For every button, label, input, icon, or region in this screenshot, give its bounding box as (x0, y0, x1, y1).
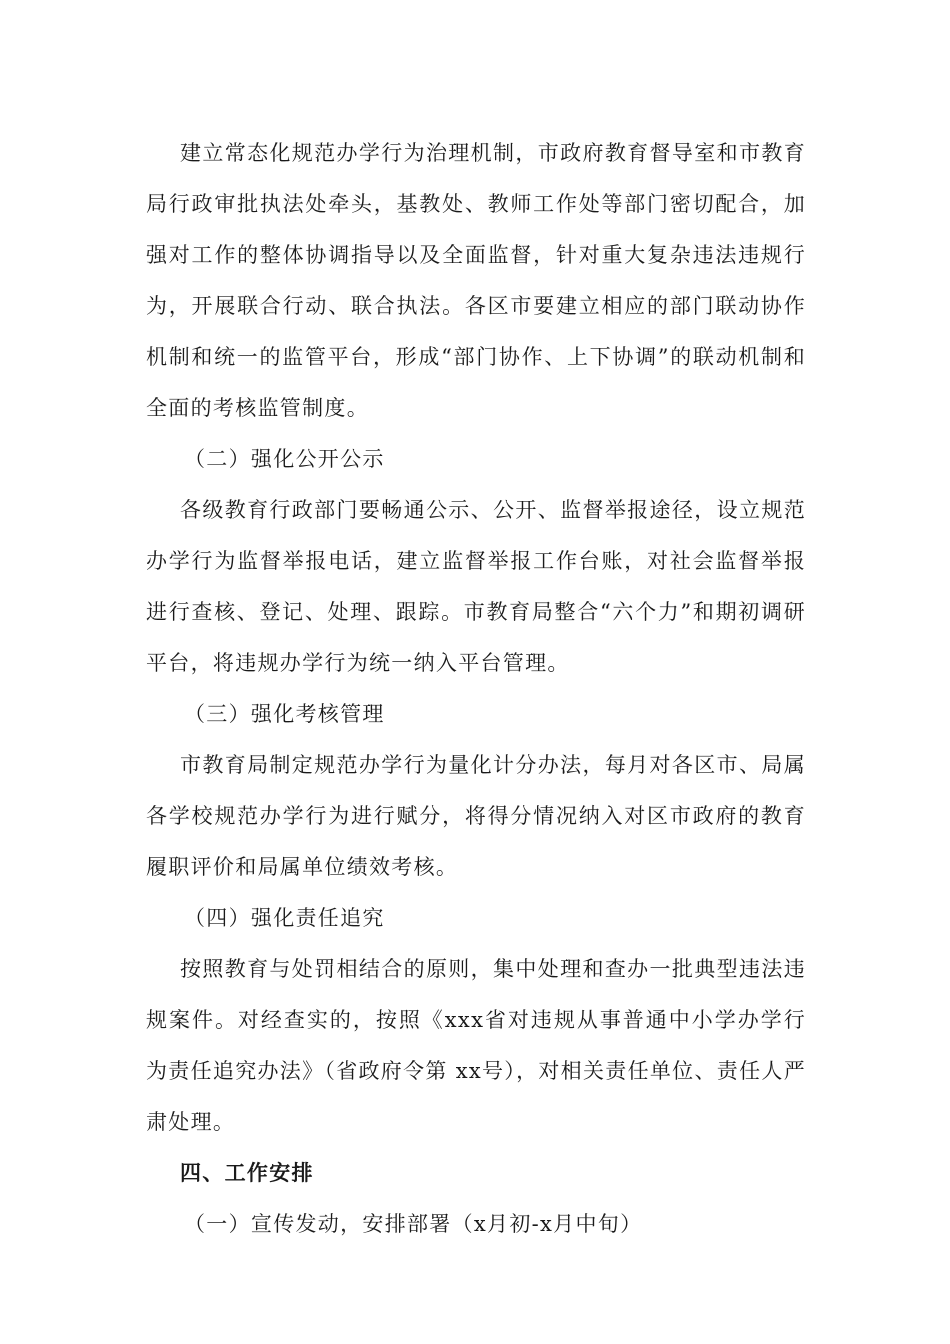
section-heading-work-arrangement: 四、工作安排 (180, 1161, 314, 1185)
document-body (146, 128, 806, 1250)
paragraph-assessment-management: 市教育局制定规范办学行为量化计分办法，每月对各区市、局属各学校规范办学行为进行赋分，将得分情况纳入对区市政府的教育履职评价和局属单位绩效考核。 (146, 753, 806, 879)
subheading-public-disclosure: （二）强化公开公示 (184, 447, 385, 471)
subheading-publicity-deployment: （一）宣传发动，安排部署（x月初-x月中旬） (184, 1212, 643, 1236)
paragraph-accountability: 按照教育与处罚相结合的原则，集中处理和查办一批典型违法违规案件。对经查实的，按照《xxx省对违规从事普通中小学办学行为责任追究办法》（省政府令第 xx号），对相关责任单位、责任人严肃处理。 (146, 957, 806, 1134)
paragraph-governance-mechanism: 建立常态化规范办学行为治理机制，市政府教育督导室和市教育局行政审批执法处牵头，基教处、教师工作处等部门密切配合，加强对工作的整体协调指导以及全面监督，针对重大复杂违法违规行为，开展联合行动、联合执法。各区市要建立相应的部门联动协作机制和统一的监管平台，形成“部门协作、上下协调”的联动机制和全面的考核监管制度。 (146, 141, 806, 420)
paragraph-public-disclosure: 各级教育行政部门要畅通公示、公开、监督举报途径，设立规范办学行为监督举报电话，建立监督举报工作台账，对社会监督举报进行查核、登记、处理、跟踪。市教育局整合“六个力”和期初调研平台，将违规办学行为统一纳入平台管理。 (146, 498, 806, 675)
subheading-assessment-management: （三）强化考核管理 (184, 702, 385, 726)
subheading-accountability: （四）强化责任追究 (184, 906, 385, 930)
